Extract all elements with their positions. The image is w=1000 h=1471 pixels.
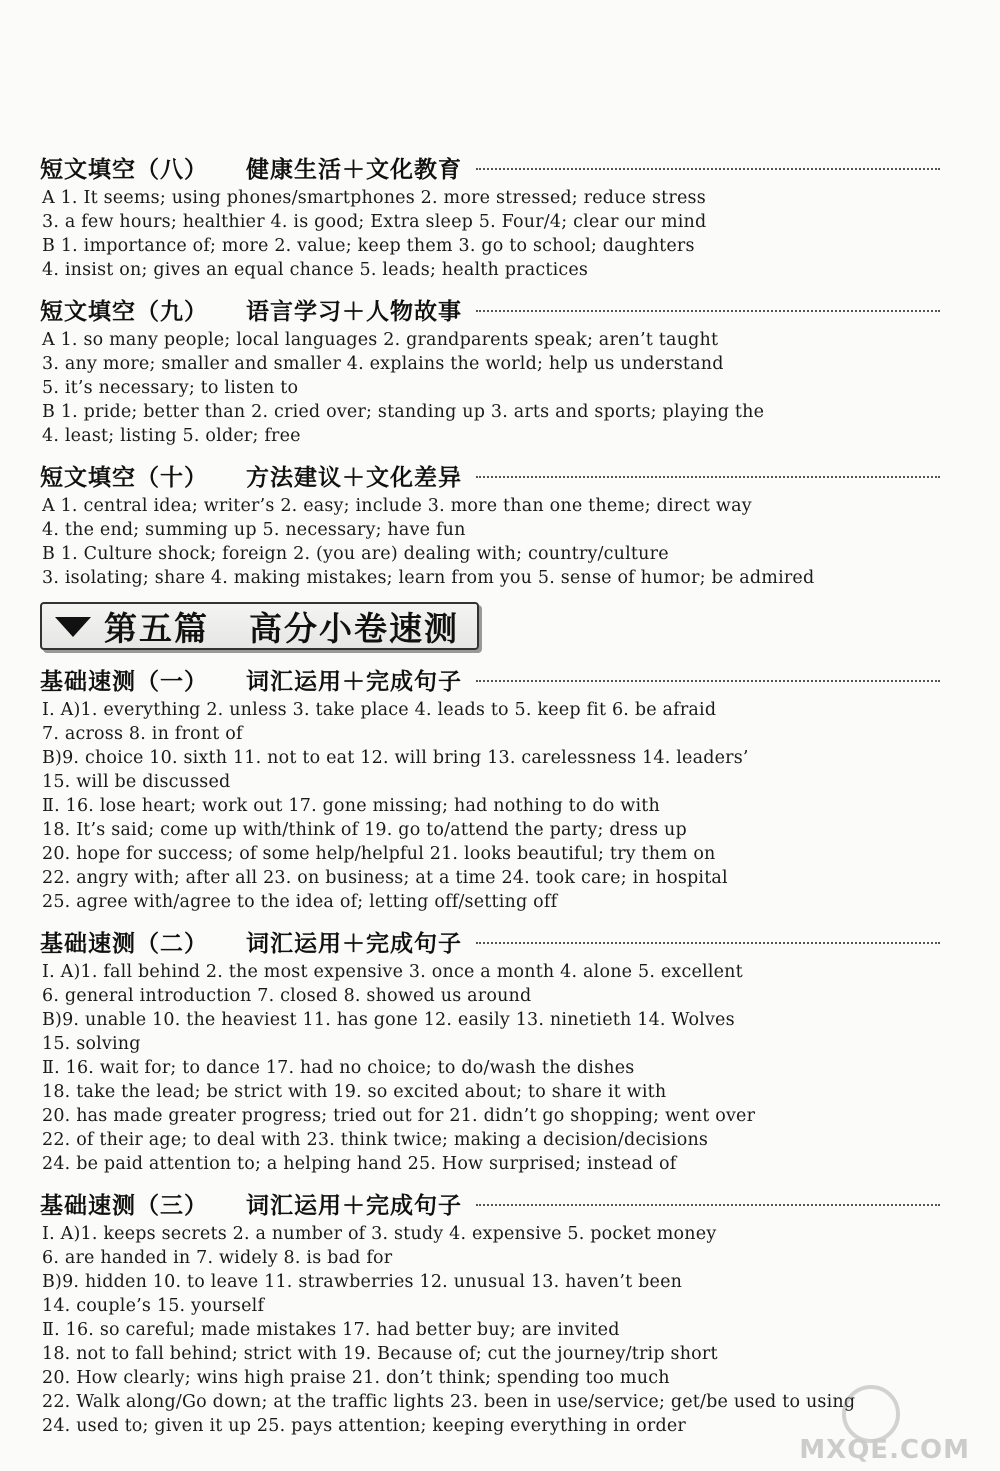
answer-line: 6. general introduction 7. closed 8. showed us around xyxy=(42,986,532,1006)
answer-line: 15. solving xyxy=(42,1034,141,1054)
answer-line: 22. angry with; after all 23. on business; at a time 24. took care; in hospital xyxy=(42,868,728,888)
answer-line: A 1. so many people; local languages 2. grandparents speak; aren’t taught xyxy=(42,330,719,350)
section-subtitle: 方法建议＋文化差异 xyxy=(246,464,462,491)
section-heading xyxy=(40,924,940,958)
section-heading xyxy=(40,150,940,184)
section-heading xyxy=(40,1186,940,1220)
section-heading xyxy=(40,662,940,696)
section-title: 短文填空（八） xyxy=(40,156,208,183)
section-title: 基础速测（一） xyxy=(40,668,208,695)
part-banner xyxy=(40,600,940,652)
watermark-text: MXQE.COM xyxy=(799,1435,970,1465)
answer-section xyxy=(40,924,940,1176)
answer-line: 7. across 8. in front of xyxy=(42,724,243,744)
answer-line: Ⅱ. 16. wait for; to dance 17. had no choice; to do/wash the dishes xyxy=(42,1058,635,1078)
answer-line: 20. How clearly; wins high praise 21. don’t think; spending too much xyxy=(42,1368,670,1388)
answer-line: 4. least; listing 5. older; free xyxy=(42,426,301,446)
answer-line: B 1. Culture shock; foreign 2. (you are) dealing with; country/culture xyxy=(42,544,669,564)
answer-line: Ⅰ. A)1. everything 2. unless 3. take place 4. leads to 5. keep fit 6. be afraid xyxy=(42,700,717,720)
part-banner-title xyxy=(104,603,459,650)
arrow-down-icon xyxy=(42,604,104,648)
dotted-rule xyxy=(476,476,940,478)
section-subtitle: 语言学习＋人物故事 xyxy=(246,298,462,325)
answer-line: Ⅰ. A)1. fall behind 2. the most expensive 3. once a month 4. alone 5. excellent xyxy=(42,962,743,982)
section-subtitle: 词汇运用＋完成句子 xyxy=(246,1192,462,1219)
answer-line: 5. it’s necessary; to listen to xyxy=(42,378,299,398)
answer-line: 25. agree with/agree to the idea of; letting off/setting off xyxy=(42,892,558,912)
part-number: 第五篇 xyxy=(104,608,209,648)
section-heading xyxy=(40,458,940,492)
section-subtitle: 词汇运用＋完成句子 xyxy=(246,930,462,957)
answer-line: B)9. choice 10. sixth 11. not to eat 12. will bring 13. carelessness 14. leaders’ xyxy=(42,748,749,768)
answer-section xyxy=(40,292,940,448)
answer-line: B)9. unable 10. the heaviest 11. has gone 12. easily 13. ninetieth 14. Wolves xyxy=(42,1010,735,1030)
watermark xyxy=(800,1385,970,1465)
answer-line: 18. It’s said; come up with/think of 19. go to/attend the party; dress up xyxy=(42,820,687,840)
answer-line: A 1. central idea; writer’s 2. easy; include 3. more than one theme; direct way xyxy=(42,496,752,516)
answer-section xyxy=(40,662,940,914)
answer-line: Ⅰ. A)1. keeps secrets 2. a number of 3. study 4. expensive 5. pocket money xyxy=(42,1224,717,1244)
answer-line: 4. insist on; gives an equal chance 5. leads; health practices xyxy=(42,260,589,280)
answer-line: A 1. It seems; using phones/smartphones 2. more stressed; reduce stress xyxy=(42,188,706,208)
dotted-rule xyxy=(476,680,940,682)
dotted-rule xyxy=(476,310,940,312)
answer-line: 24. be paid attention to; a helping hand 25. How surprised; instead of xyxy=(42,1154,677,1174)
bottom-sections xyxy=(40,662,940,1438)
answer-line: 14. couple’s 15. yourself xyxy=(42,1296,265,1316)
answer-line: 3. a few hours; healthier 4. is good; Extra sleep 5. Four/4; clear our mind xyxy=(42,212,707,232)
answer-section xyxy=(40,150,940,282)
answer-line: 20. hope for success; of some help/helpful 21. looks beautiful; try them on xyxy=(42,844,716,864)
dotted-rule xyxy=(476,1204,940,1206)
answer-line: 6. are handed in 7. widely 8. is bad for xyxy=(42,1248,393,1268)
answer-line: 4. the end; summing up 5. necessary; have fun xyxy=(42,520,466,540)
section-title: 基础速测（二） xyxy=(40,930,208,957)
answer-line: 3. isolating; share 4. making mistakes; learn from you 5. sense of humor; be admired xyxy=(42,568,815,588)
answer-line: B 1. pride; better than 2. cried over; standing up 3. arts and sports; playing the xyxy=(42,402,765,422)
section-heading xyxy=(40,292,940,326)
answer-line: 15. will be discussed xyxy=(42,772,231,792)
answer-line: B)9. hidden 10. to leave 11. strawberries 12. unusual 13. haven’t been xyxy=(42,1272,683,1292)
answer-line: B 1. importance of; more 2. value; keep them 3. go to school; daughters xyxy=(42,236,695,256)
part-banner-box xyxy=(40,602,479,650)
part-title: 高分小卷速测 xyxy=(249,608,459,648)
section-subtitle: 词汇运用＋完成句子 xyxy=(246,668,462,695)
section-title: 基础速测（三） xyxy=(40,1192,208,1219)
answer-line: 22. Walk along/Go down; at the traffic lights 23. been in use/service; get/be used to using xyxy=(42,1392,856,1412)
answer-line: 22. of their age; to deal with 23. think twice; making a decision/decisions xyxy=(42,1130,709,1150)
answer-section xyxy=(40,458,940,590)
answer-line: Ⅱ. 16. so careful; made mistakes 17. had better buy; are invited xyxy=(42,1320,620,1340)
answer-line: 24. used to; given it up 25. pays attention; keeping everything in order xyxy=(42,1416,686,1436)
answer-page xyxy=(40,150,940,1448)
section-title: 短文填空（十） xyxy=(40,464,208,491)
section-title: 短文填空（九） xyxy=(40,298,208,325)
answer-line: 20. has made greater progress; tried out for 21. didn’t go shopping; went over xyxy=(42,1106,756,1126)
answer-line: Ⅱ. 16. lose heart; work out 17. gone missing; had nothing to do with xyxy=(42,796,660,816)
answer-line: 3. any more; smaller and smaller 4. explains the world; help us understand xyxy=(42,354,724,374)
answer-line: 18. take the lead; be strict with 19. so excited about; to share it with xyxy=(42,1082,667,1102)
dotted-rule xyxy=(476,168,940,170)
dotted-rule xyxy=(476,942,940,944)
section-subtitle: 健康生活＋文化教育 xyxy=(246,156,462,183)
top-sections xyxy=(40,150,940,590)
answer-line: 18. not to fall behind; strict with 19. Because of; cut the journey/trip short xyxy=(42,1344,718,1364)
